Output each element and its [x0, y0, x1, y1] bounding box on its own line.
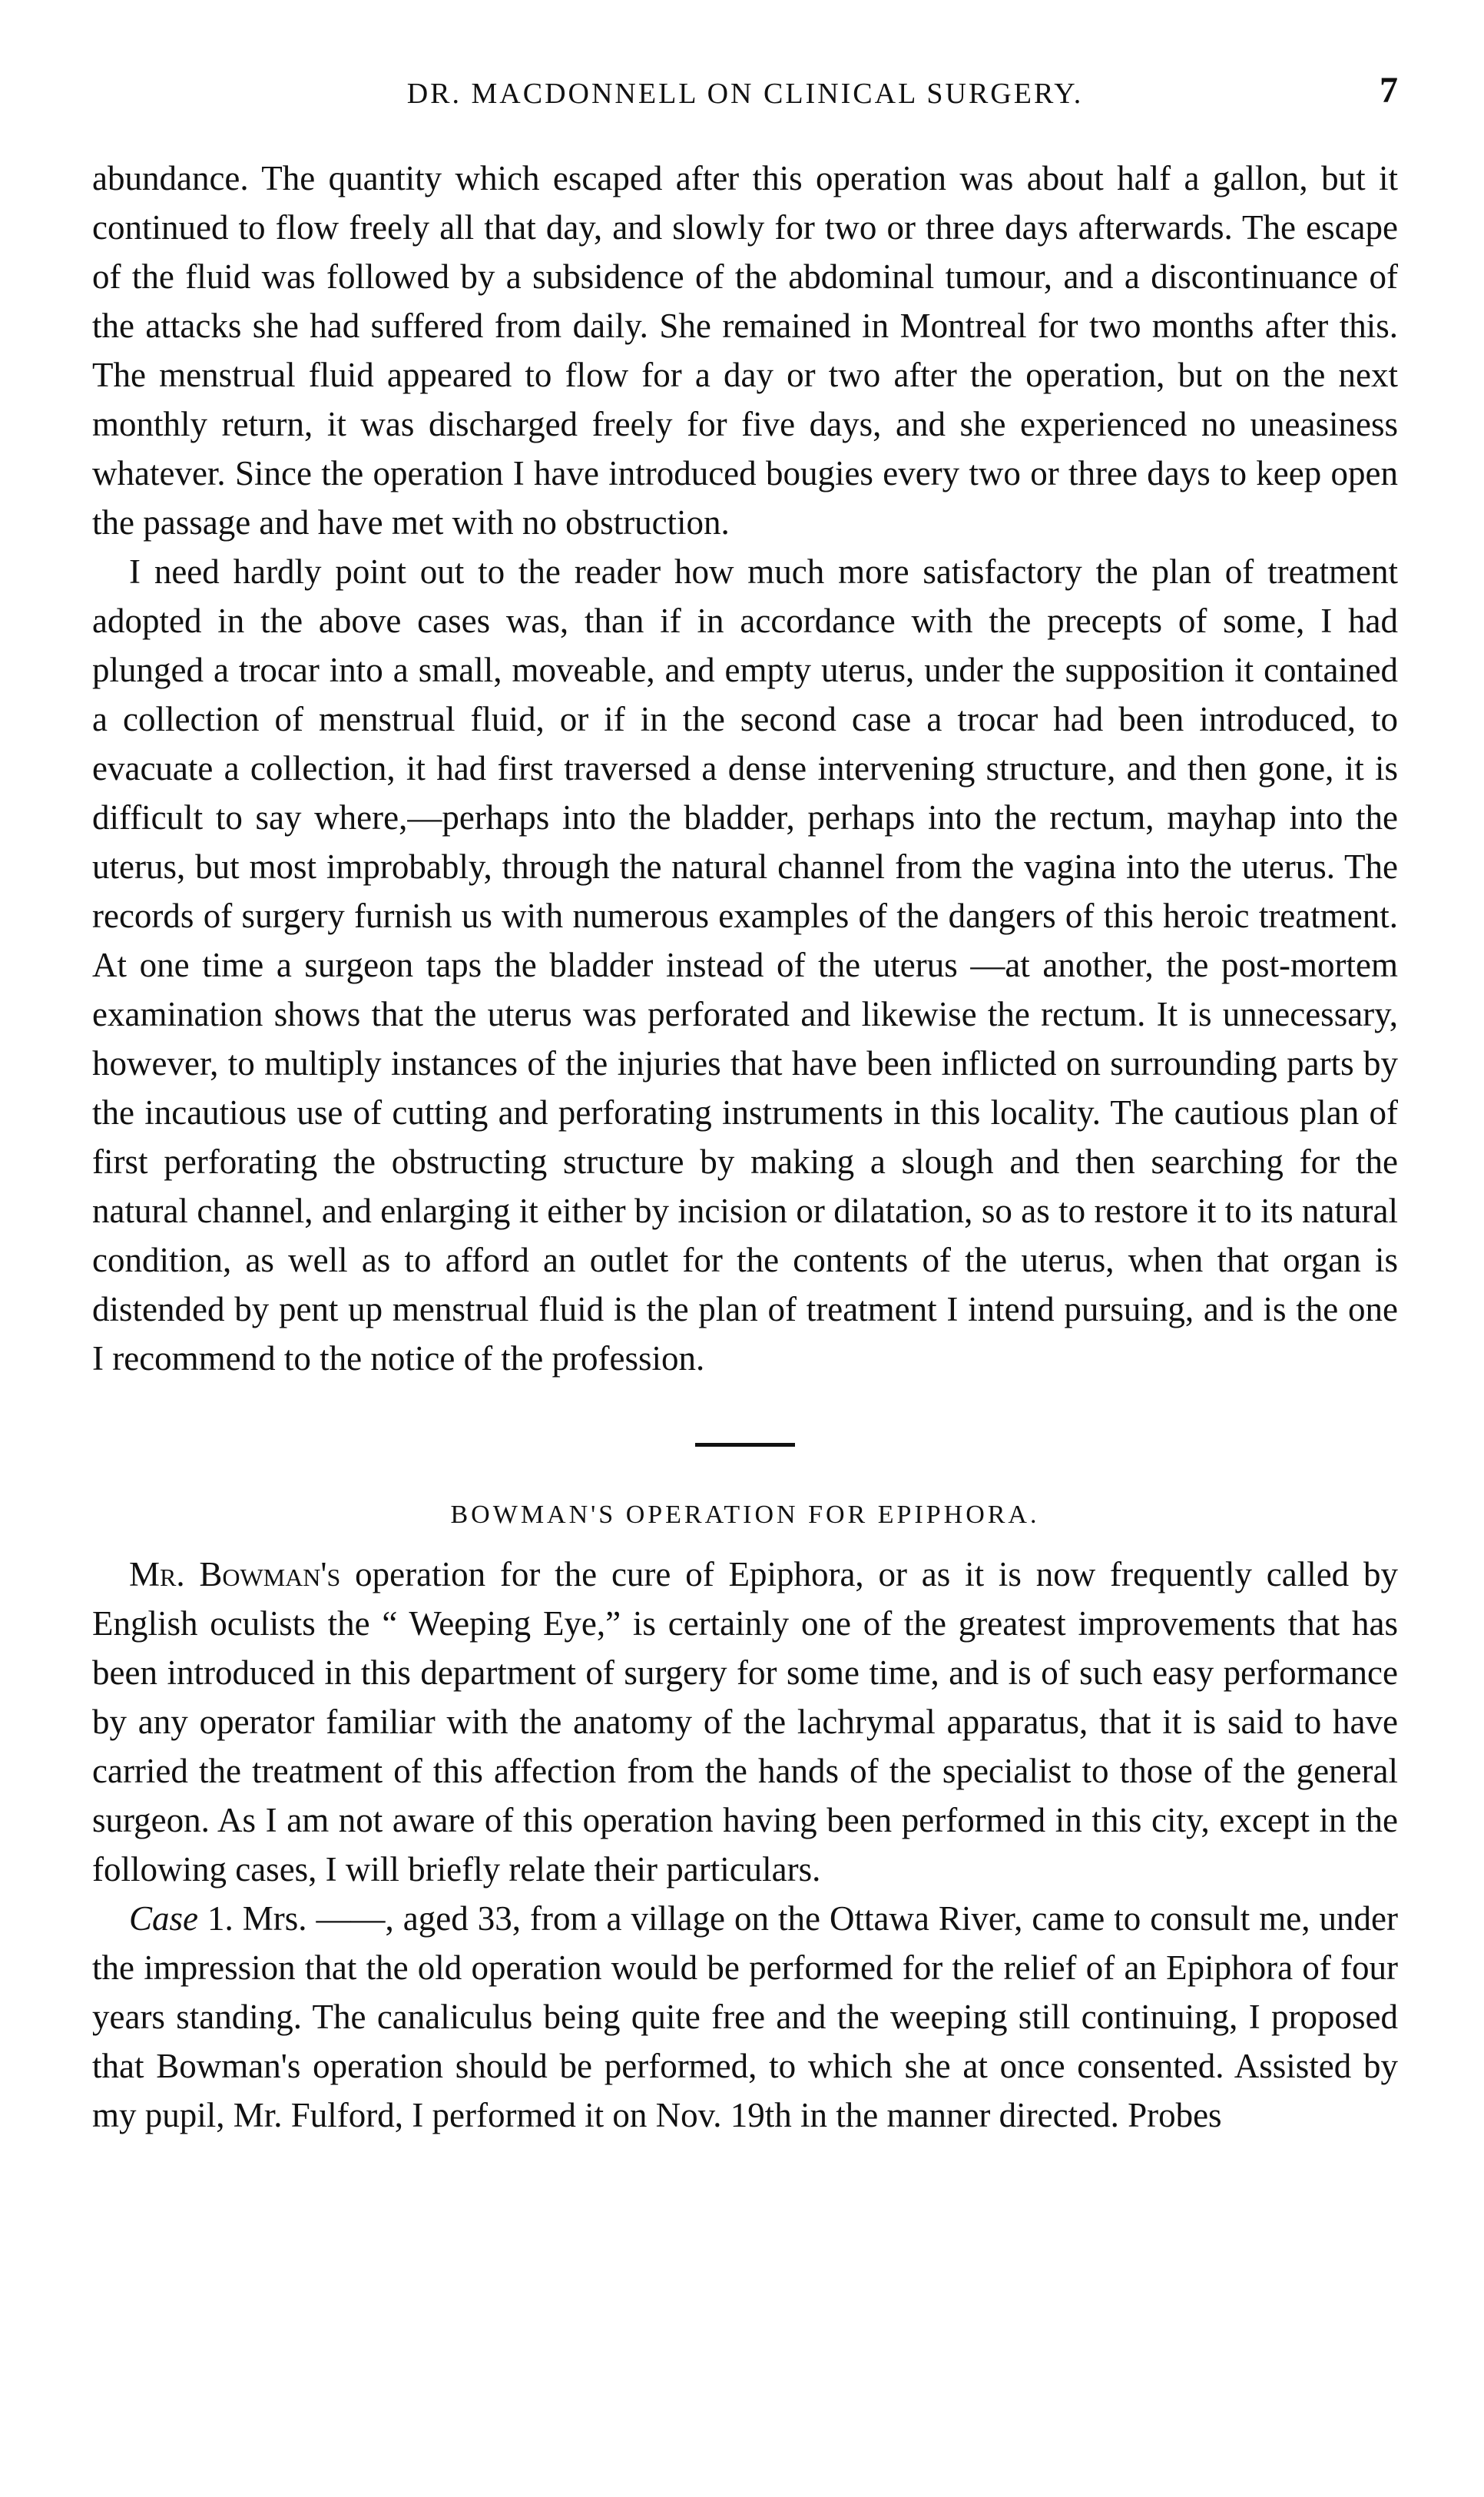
paragraph-continuation: abundance. The quantity which escaped after this operation was about half a gallon, but it continued to flow freely all that day, and slowly for two or three days afterwards. The escape of the fluid was followed by a subsidence of the abdominal tumour, and a discontinuance of the attacks she had suffered from daily. She remained in Montreal for two months after this. The menstrual fluid appeared to flow for a day or two after the operation, but on the next monthly return, it was discharged freely for five days, and she experienced no uneasiness whatever. Since the operation I have introduced bougies every two or three days to keep open the passage and have met with no obstruction. [92, 159, 1398, 542]
bowman-intro-text: operation for the cure of Epiphora, or as it is now frequently called by English oculists the “ Weeping Eye,” is certainly one of the greatest improvements that has been introduced in this department of surgery for some time, and is of such easy performance by any operator familiar with the anatomy of the lachrymal apparatus, that it is said to have carried the treatment of this affection from the hands of the specialist to those of the general surgeon. As I am not aware of this operation having been performed in this city, except in the following cases, I will briefly relate their particulars. [92, 1555, 1398, 1889]
case-label: Case [129, 1899, 198, 1938]
book-page [92, 69, 1398, 2140]
paragraph-bowman-intro [92, 1550, 1398, 1894]
case-1-text: 1. Mrs. ——, aged 33, from a village on the Ottawa River, came to consult me, under the impression that the old operation would be performed for the relief of an Epiphora of four years standing. The canaliculus being quite free and the weeping still continuing, I proposed that Bowman's operation should be performed, to which she at once consented. Assisted by my pupil, Mr. Fulford, I performed it on Nov. 19th in the manner directed. Probes [92, 1899, 1398, 2134]
section-heading: BOWMAN'S OPERATION FOR EPIPHORA. [450, 1501, 1040, 1529]
body-text [92, 154, 1398, 2140]
running-title: DR. MACDONNELL ON CLINICAL SURGERY. [406, 78, 1084, 110]
page-number: 7 [1380, 70, 1398, 111]
section-divider [695, 1443, 795, 1447]
paragraph-discussion: I need hardly point out to the reader how much more satisfactory the plan of treatment adopted in the above cases was, than if in accordance with the precepts of some, I had plunged a trocar into a small, moveable, and empty uterus, under the supposition it contained a collection of menstrual fluid, or if in the second case a trocar had been introduced, to evacuate a collection, it had first traversed a dense intervening structure, and then gone, it is difficult to say where,—perhaps into the bladder, perhaps into the rectum, mayhap into the uterus, but most improbably, through the natural channel from the vagina into the uterus. The records of surgery furnish us with numerous examples of the dangers of this heroic treatment. At one time a surgeon taps the bladder instead of the uterus —at another, the post-mortem examination shows that the uterus was perforated and likewise the rectum. It is unnecessary, however, to multiply instances of the injuries that have been inflicted on surrounding parts by the incautious use of cutting and perforating instruments in this locality. The cautious plan of first perforating the obstructing structure by making a slough and then searching for the natural channel, and enlarging it either by incision or dilatation, so as to restore it to its natural condition, as well as to afford an outlet for the contents of the uterus, when that organ is distended by pent up menstrual fluid is the plan of treatment I intend pursuing, and is the one I recommend to the notice of the profession. [92, 552, 1398, 1378]
paragraph-case-1 [92, 1894, 1398, 2140]
bowman-lead-text: Mr. Bowman's [129, 1555, 341, 1593]
running-head [92, 69, 1398, 154]
